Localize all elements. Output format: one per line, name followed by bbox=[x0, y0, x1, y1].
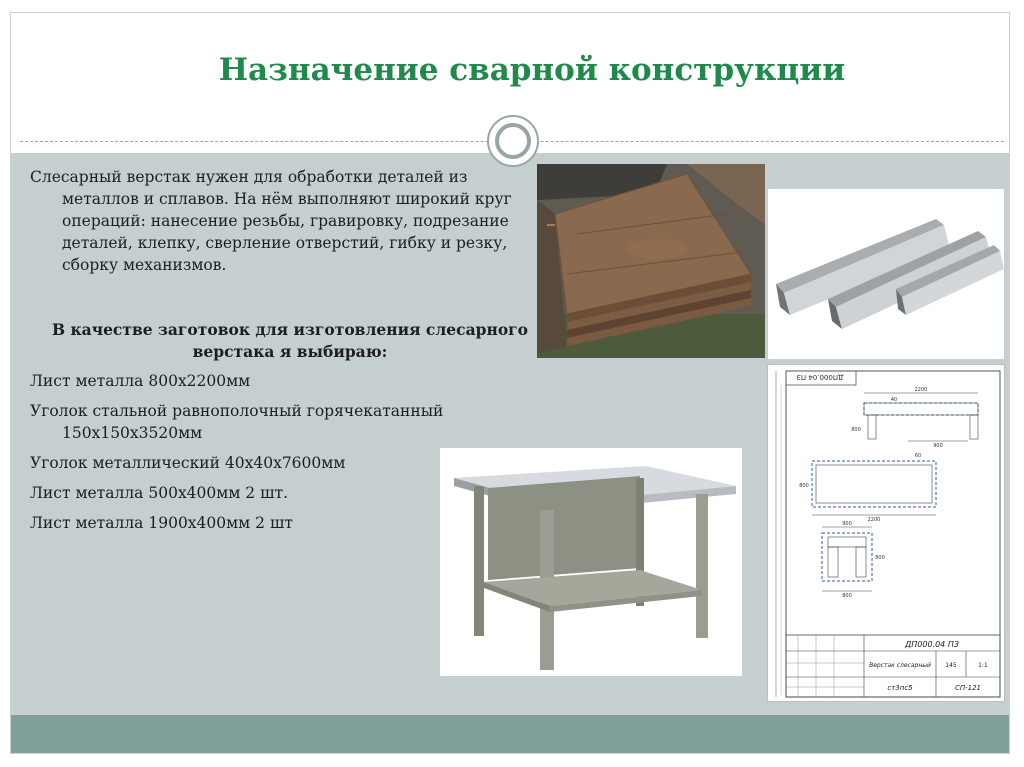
material-item: Лист металла 500х400мм 2 шт. bbox=[30, 484, 289, 502]
material-item: Уголок металлический 40х40х7600мм bbox=[30, 454, 346, 472]
slide-title: Назначение сварной конструкции bbox=[218, 52, 846, 88]
dim-inner-width: 900 bbox=[933, 443, 943, 449]
materials-heading: В качестве заготовок для изготовления слесарного верстака я выбираю: bbox=[51, 320, 528, 361]
dim-leg-height: 800 bbox=[851, 427, 861, 433]
drawing-scale: 1:1 bbox=[978, 662, 988, 669]
drawing-mass: 145 bbox=[945, 662, 957, 669]
dim-small: 60 bbox=[914, 453, 922, 459]
ring-ornament-inner-icon bbox=[495, 123, 531, 159]
dim-frame-width: 2200 bbox=[867, 517, 881, 523]
material-item: Лист металла 1900х400мм 2 шт bbox=[30, 514, 293, 532]
dim-side-width: 900 bbox=[842, 521, 852, 527]
intro-paragraph: Слесарный верстак нужен для обработки деталей из металлов и сплавов. На нём выполняют широкий круг операций: нанесение резьбы, гравировку, подрезание деталей, клепку, сверление отверстий, гибку и резку, сборку механизмов. bbox=[30, 168, 512, 274]
drawing-code-top: ДП000.04 ПЗ bbox=[796, 373, 844, 381]
workbench-photo bbox=[440, 448, 742, 676]
drawing-name: Верстак слесарный bbox=[869, 662, 931, 669]
material-item: Уголок стальной равнополочный горячекатанный 150х150х3520мм bbox=[30, 402, 444, 442]
bottom-band bbox=[11, 715, 1009, 753]
technical-drawing bbox=[767, 364, 1005, 702]
dim-side-height: 800 bbox=[875, 555, 885, 561]
dim-base-width: 800 bbox=[842, 593, 852, 599]
dim-frame-height: 800 bbox=[799, 483, 809, 489]
drawing-material: ст3пс5 bbox=[887, 684, 913, 692]
material-item: Лист металла 800х2200мм bbox=[30, 372, 251, 390]
drawing-code: ДП000.04 ПЗ bbox=[905, 640, 959, 649]
dim-top-width: 2200 bbox=[914, 387, 928, 393]
steel-sheets-photo bbox=[537, 164, 765, 358]
dim-top-height: 40 bbox=[890, 397, 898, 403]
drawing-group: СП-121 bbox=[954, 684, 982, 692]
steel-angles-photo bbox=[768, 189, 1004, 359]
